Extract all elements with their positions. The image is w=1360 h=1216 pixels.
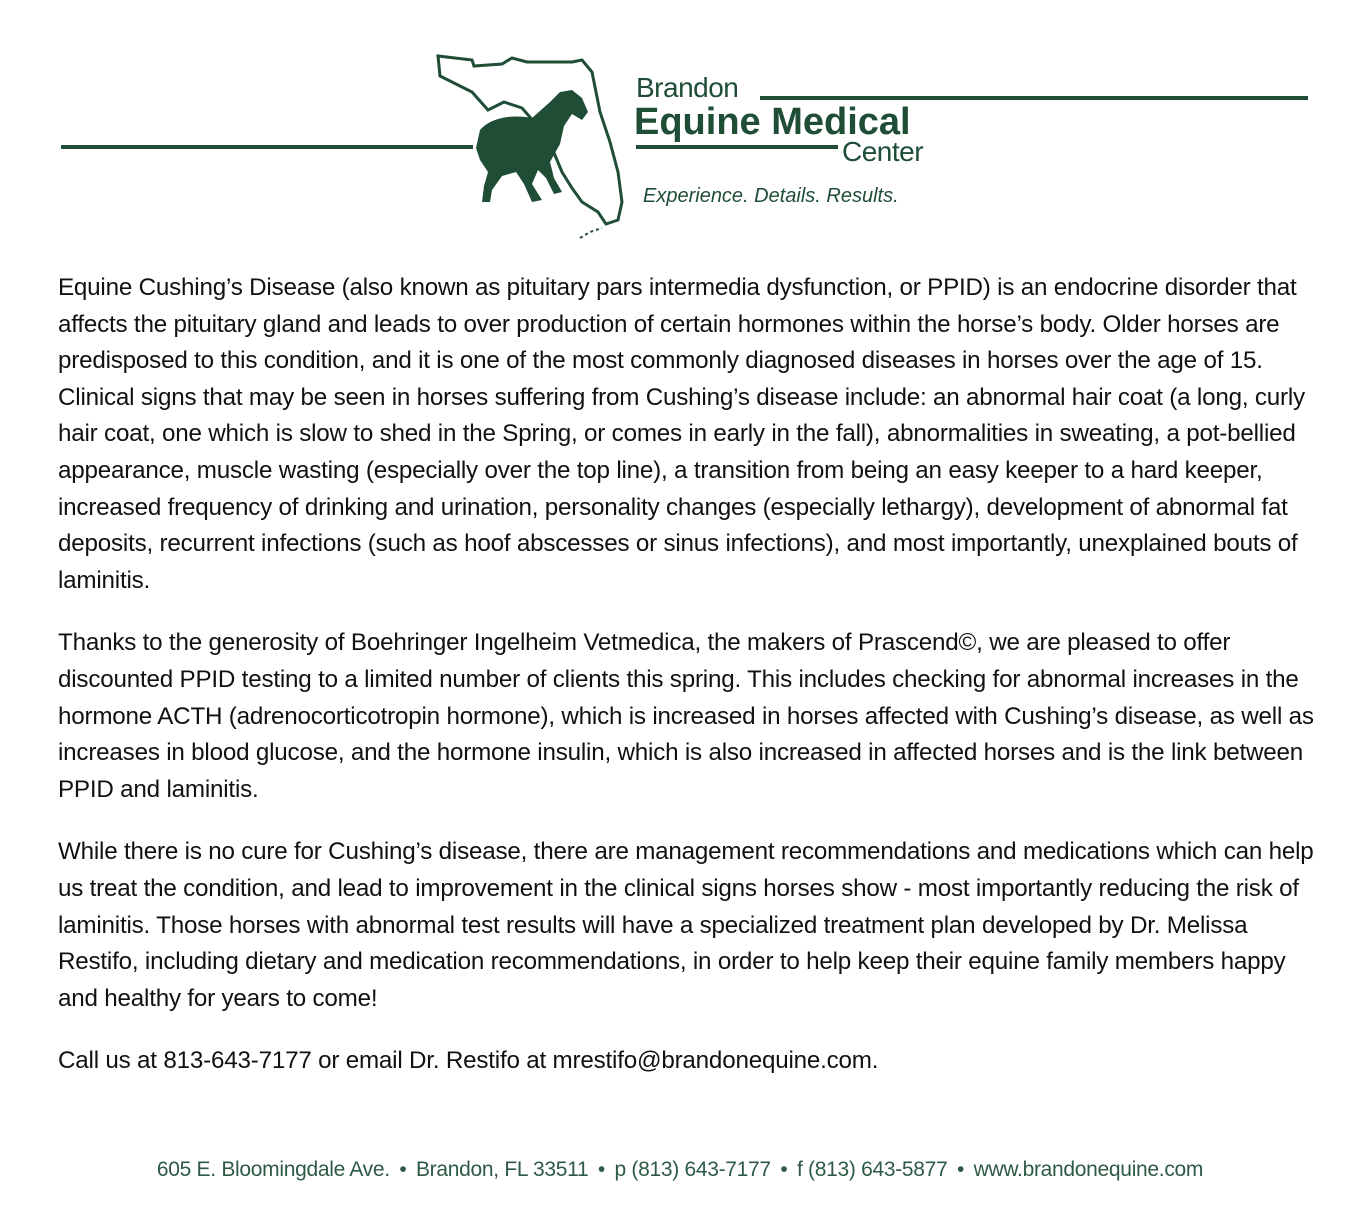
paragraph-testing-offer: Thanks to the generosity of Boehringer Ingelheim Vetmedica, the makers of Prascend©, we are pleased to offer discounted PPID testing to a limited number of clients this spring. This includes checking for abnormal increases in the hormone ACTH (adrenocorticotropin hormone), which is increased in horses affected with Cushing’s disease, as well as increases in blood glucose, and the hormone insulin, which is also increased in affected horses and is the link between PPID and laminitis. xyxy=(58,629,1314,803)
footer-fax: f (813) 643-5877 xyxy=(796,1158,948,1181)
brand-name-brandon: Brandon xyxy=(636,72,739,103)
footer-city: Brandon, FL 33511 xyxy=(415,1158,589,1181)
paragraph-treatment: While there is no cure for Cushing’s disease, there are management recommendations and medications which can help us treat the condition, and lead to improvement in the clinical signs horses show - most importantly reducing the risk of laminitis. Those horses with abnormal test results will have a specialized treatment plan developed by Dr. Melissa Restifo, including dietary and medication recommendations, in order to help keep their equine family members happy and healthy for years to come! xyxy=(58,838,1314,1012)
footer-separator: • xyxy=(399,1158,407,1181)
paragraph-contact: Call us at 813-643-7177 or email Dr. Restifo at mrestifo@brandonequine.com. xyxy=(58,1047,879,1075)
brand-name-equine-medical: Equine Medical xyxy=(634,101,911,143)
brand-name-center: Center xyxy=(842,136,924,167)
header-rule-left xyxy=(61,145,473,149)
letter-body xyxy=(58,270,1318,1106)
footer-separator: • xyxy=(780,1158,788,1181)
tagline: Experience. Details. Results. xyxy=(643,185,899,207)
footer-contact-line xyxy=(0,1158,1360,1182)
footer-website-link[interactable]: www.brandonequine.com xyxy=(973,1158,1204,1181)
paragraph-intro: Equine Cushing’s Disease (also known as pituitary pars intermedia dysfunction, or PPID) is an endocrine disorder that affects the pituitary gland and leads to over production of certain hormones within the horse’s body. Older horses are predisposed to this condition, and it is one of the most commonly diagnosed diseases in horses over the age of 15. Clinical signs that may be seen in horses suffering from Cushing’s disease include: an abnormal hair coat (a long, curly hair coat, one which is slow to shed in the Spring, or comes in early in the fall), abnormalities in sweating, a pot-bellied appearance, muscle wasting (especially over the top line), a transition from being an easy keeper to a hard keeper, increased frequency of drinking and urination, personality changes (especially lethargy), development of abnormal fat deposits, recurrent infections (such as hoof abscesses or sinus infections), and most importantly, unexplained bouts of laminitis. xyxy=(58,274,1305,594)
footer-separator: • xyxy=(957,1158,965,1181)
footer-separator: • xyxy=(597,1158,605,1181)
footer-phone: p (813) 643-7177 xyxy=(614,1158,771,1181)
header-rule-right xyxy=(760,96,1308,100)
header-rule-middle xyxy=(636,145,838,149)
florida-horse-logo-icon xyxy=(432,52,632,242)
footer-address: 605 E. Bloomingdale Ave. xyxy=(156,1158,390,1181)
